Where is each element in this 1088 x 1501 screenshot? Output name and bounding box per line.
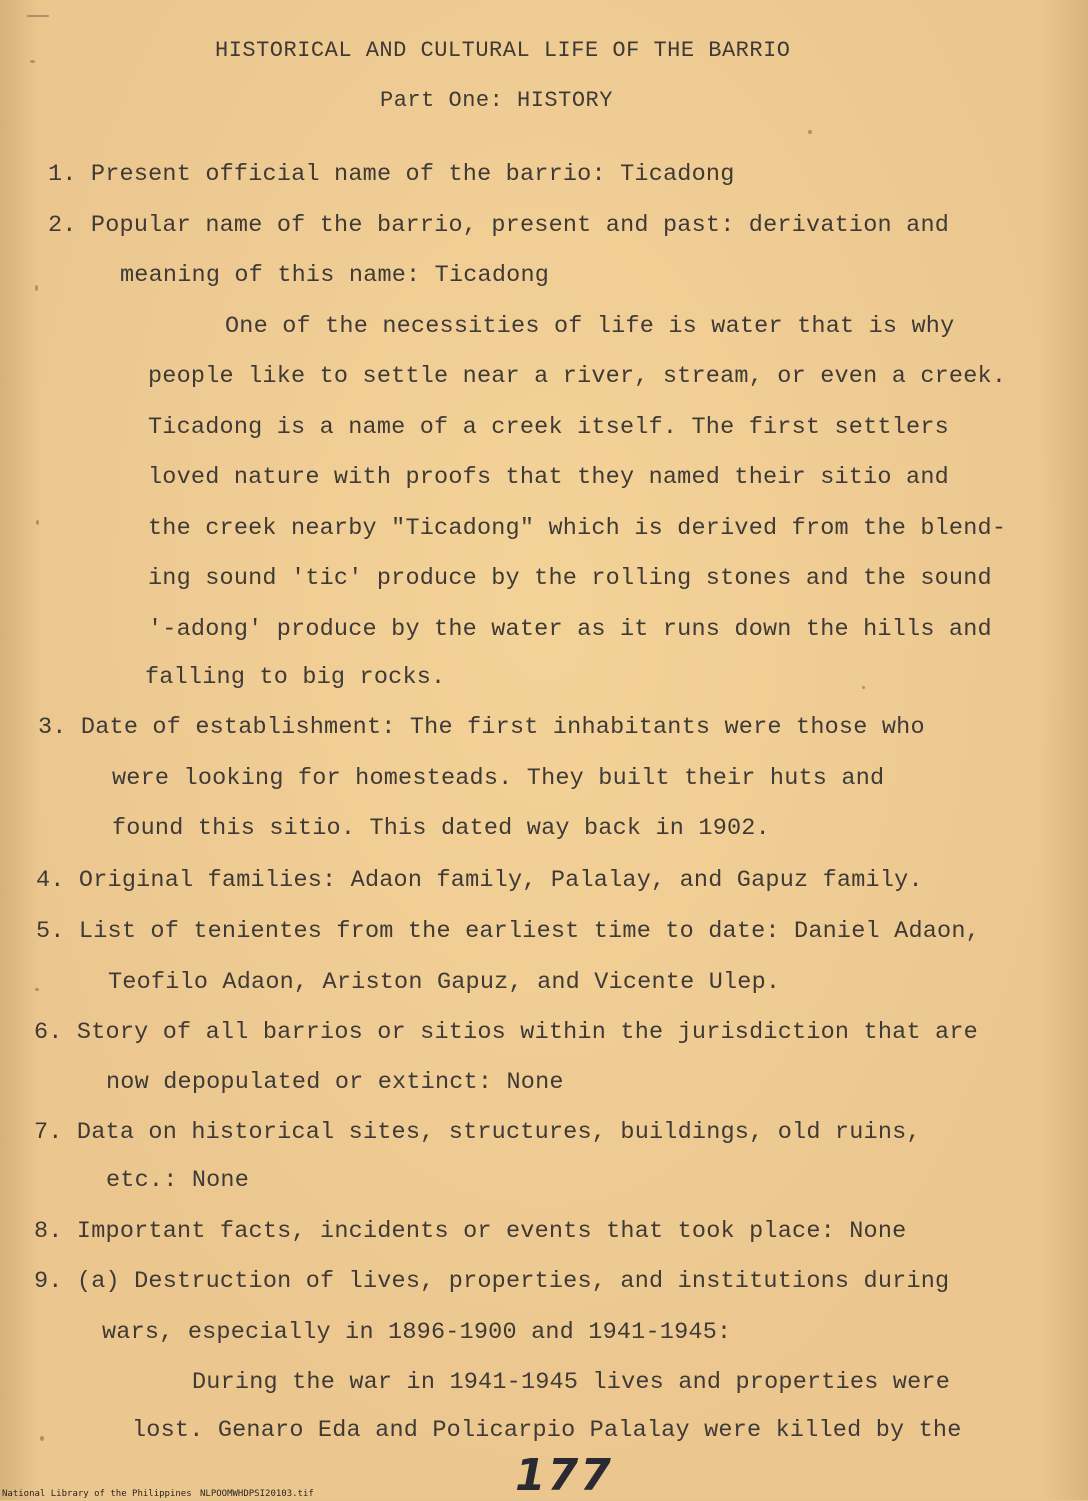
text-line: 7. Data on historical sites, structures, buildings, old ruins,: [34, 1119, 921, 1146]
text-line: were looking for homesteads. They built their huts and: [112, 765, 885, 792]
text-line: Ticadong is a name of a creek itself. The first settlers: [148, 414, 949, 441]
speck-mark: [35, 988, 39, 991]
text-line: now depopulated or extinct: None: [106, 1069, 564, 1096]
text-line: 9. (a) Destruction of lives, properties, and institutions during: [34, 1268, 950, 1295]
speck-mark: [36, 520, 39, 525]
footer-filename: NLPOOMWHDPSI20103.tif: [200, 1489, 314, 1499]
text-line: falling to big rocks.: [145, 664, 446, 691]
speck-mark: [808, 130, 812, 134]
speck-mark: [862, 686, 865, 689]
speck-mark: [27, 15, 49, 17]
footer-library: National Library of the Philippines: [2, 1489, 192, 1499]
document-subtitle: Part One: HISTORY: [380, 88, 613, 113]
text-line: 5. List of tenientes from the earliest time to date: Daniel Adaon,: [36, 918, 980, 945]
text-line: loved nature with proofs that they named their sitio and: [148, 464, 949, 491]
text-line: etc.: None: [106, 1167, 250, 1194]
text-line: One of the necessities of life is water that is why: [225, 313, 955, 340]
document-title: HISTORICAL AND CULTURAL LIFE OF THE BARRIO: [215, 38, 791, 63]
text-line: found this sitio. This dated way back in 1902.: [112, 815, 770, 842]
text-line: 1. Present official name of the barrio: Ticadong: [48, 161, 735, 188]
text-line: wars, especially in 1896-1900 and 1941-1945:: [102, 1319, 732, 1346]
text-line: people like to settle near a river, stream, or even a creek.: [148, 363, 1007, 390]
text-line: 3. Date of establishment: The first inhabitants were those who: [38, 714, 925, 741]
text-line: Teofilo Adaon, Ariston Gapuz, and Vicente Ulep.: [108, 969, 781, 996]
text-line: '-adong' produce by the water as it runs down the hills and: [148, 616, 992, 643]
text-line: ing sound 'tic' produce by the rolling stones and the sound: [148, 565, 992, 592]
text-line: meaning of this name: Ticadong: [120, 262, 550, 289]
text-line: 4. Original families: Adaon family, Palalay, and Gapuz family.: [36, 867, 923, 894]
speck-mark: [35, 285, 38, 291]
handwritten-page-number: 177: [515, 1450, 613, 1501]
text-line: 2. Popular name of the barrio, present and past: derivation and: [48, 212, 950, 239]
speck-mark: [30, 60, 35, 63]
text-line: lost. Genaro Eda and Policarpio Palalay were killed by the: [132, 1417, 962, 1444]
text-line: 6. Story of all barrios or sitios within the jurisdiction that are: [34, 1019, 978, 1046]
text-line: During the war in 1941-1945 lives and properties were: [192, 1369, 951, 1396]
text-line: 8. Important facts, incidents or events that took place: None: [34, 1218, 907, 1245]
speck-mark: [40, 1436, 44, 1441]
text-line: the creek nearby "Ticadong" which is derived from the blend-: [148, 515, 1007, 542]
